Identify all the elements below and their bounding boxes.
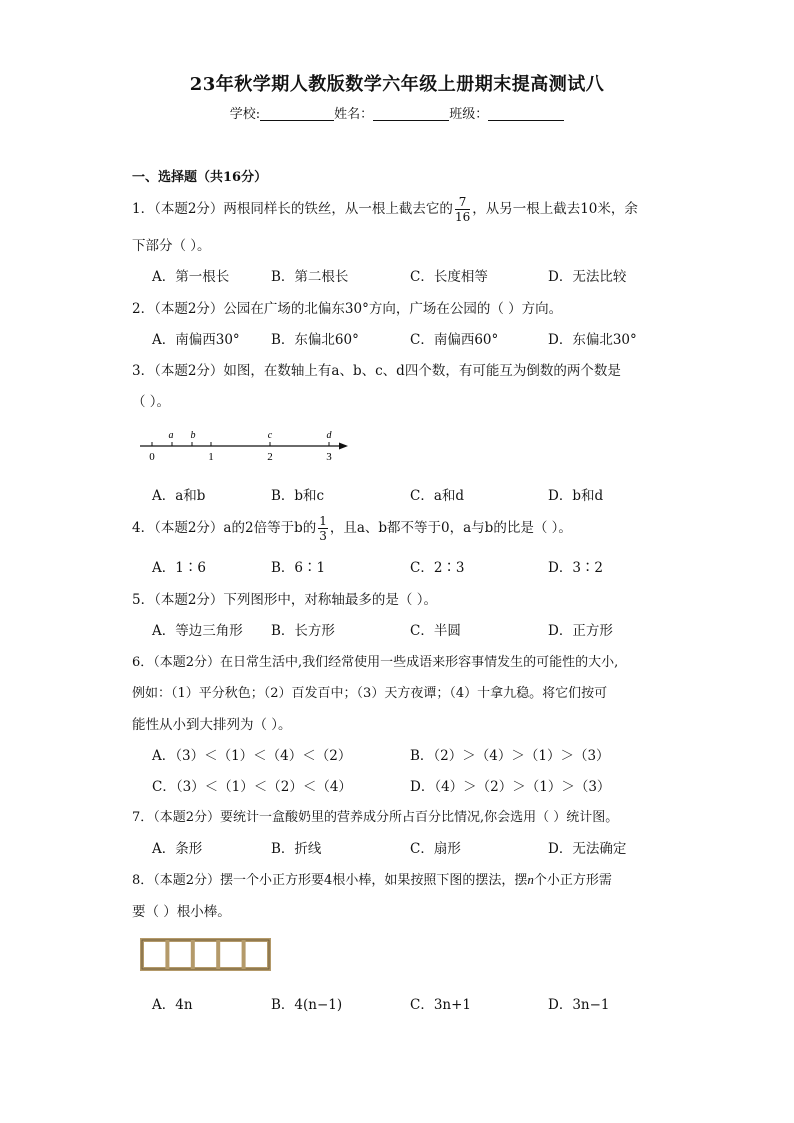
- question-5-option-a[interactable]: A．等边三角形: [152, 623, 243, 639]
- school-label: 学校:: [229, 107, 261, 122]
- question-3-option-c[interactable]: C．a和d: [410, 488, 465, 504]
- question-7-option-c[interactable]: C．扇形: [410, 841, 461, 857]
- student-info-line: [0, 103, 794, 122]
- fraction-denominator: 3: [319, 529, 327, 543]
- point-label-c: c: [267, 430, 273, 441]
- tick-label-1: 1: [208, 451, 214, 463]
- name-blank[interactable]: [373, 106, 449, 121]
- tick-label-0: 0: [149, 451, 155, 463]
- fraction-numerator: 1: [319, 514, 327, 528]
- question-8-text: 8．（本题2分）摆一个小正方形要4根小棒，如果按照下图的摆法，摆: [132, 873, 528, 888]
- question-6-option-c[interactable]: C．（3）＜（1）＜（2）＜（4）: [152, 779, 352, 795]
- question-4-option-c[interactable]: C．2∶3: [410, 560, 465, 576]
- tick-label-2: 2: [267, 451, 273, 463]
- name-label: 姓名：: [334, 107, 374, 122]
- question-4-option-a[interactable]: A．1∶6: [152, 560, 206, 576]
- question-8-stem: [132, 869, 612, 888]
- fraction-numerator: 7: [455, 196, 470, 210]
- question-1-stem: [132, 196, 638, 223]
- matchstick-squares-figure: [140, 938, 272, 972]
- question-4-text-cont: ，且a、b都不等于0，a与b的比是（ ）。: [329, 520, 572, 536]
- question-4-stem: [132, 515, 572, 542]
- question-6-option-d[interactable]: D．（4）＞（2）＞（1）＞（3）: [410, 779, 611, 795]
- question-1-option-b[interactable]: B．第二根长: [271, 269, 349, 285]
- question-8-text-cont: 个小正方形需: [533, 873, 612, 888]
- question-8-option-d[interactable]: D．3n−1: [548, 997, 610, 1013]
- point-label-b: b: [190, 430, 196, 441]
- question-3-option-b[interactable]: B．b和c: [271, 488, 325, 504]
- question-2-option-d[interactable]: D．东偏北30°: [548, 332, 637, 348]
- question-1-option-d[interactable]: D．无法比较: [548, 269, 627, 285]
- point-label-a: a: [168, 430, 174, 441]
- question-5-option-b[interactable]: B．长方形: [271, 623, 335, 639]
- question-2-option-b[interactable]: B．东偏北60°: [271, 332, 359, 348]
- question-3-stem: 3．（本题2分）如图，在数轴上有a、b、c、d四个数，有可能互为倒数的两个数是: [132, 363, 621, 379]
- question-3-option-d[interactable]: D．b和d: [548, 488, 604, 504]
- question-1-text-cont: ，从另一根上截去10米，余: [472, 201, 638, 217]
- question-8-stem-line2: 要（ ）根小棒。: [132, 904, 231, 920]
- question-8-option-c[interactable]: C．3n+1: [410, 997, 472, 1013]
- matchstick-outline: [142, 940, 269, 969]
- question-7-option-b[interactable]: B．折线: [271, 841, 322, 857]
- question-7-stem: 7．（本题2分）要统计一盒酸奶里的营养成分所占百分比情况,你会选用（ ）统计图。: [132, 810, 619, 825]
- tick-label-3: 3: [326, 451, 332, 463]
- fraction: [455, 196, 470, 223]
- question-7-option-d[interactable]: D．无法确定: [548, 841, 627, 857]
- question-2-option-a[interactable]: A．南偏西30°: [152, 332, 240, 348]
- question-5-stem: 5．（本题2分）下列图形中，对称轴最多的是（ ）。: [132, 592, 437, 608]
- question-1-option-c[interactable]: C．长度相等: [410, 269, 488, 285]
- question-3-stem-line2: （ ）。: [132, 394, 171, 410]
- question-2-stem: 2．（本题2分）公园在广场的北偏东30°方向，广场在公园的（ ）方向。: [132, 301, 563, 317]
- question-1-option-a[interactable]: A．第一根长: [152, 269, 230, 285]
- question-7-option-a[interactable]: A．条形: [152, 841, 203, 857]
- fraction-denominator: 16: [454, 210, 471, 224]
- question-2-option-c[interactable]: C．南偏西60°: [410, 332, 499, 348]
- number-line-figure: [136, 424, 356, 464]
- class-label: 班级：: [449, 107, 489, 122]
- question-8-option-b[interactable]: B．4(n−1): [271, 997, 343, 1013]
- school-blank[interactable]: [260, 106, 334, 121]
- question-6-option-b[interactable]: B．（2）＞（4）＞（1）＞（3）: [410, 748, 610, 764]
- number-line-arrow-icon: [339, 443, 348, 450]
- question-1-text: 1．（本题2分）两根同样长的铁丝，从一根上截去它的: [132, 201, 453, 217]
- section-heading: 一、选择题（共16分）: [132, 170, 268, 185]
- question-4-option-b[interactable]: B．6∶1: [271, 560, 326, 576]
- class-blank[interactable]: [488, 106, 564, 121]
- question-6-stem-line2: 例如：（1）平分秋色；（2）百发百中；（3）天方夜谭；（4）十拿九稳。将它们按可: [132, 686, 608, 701]
- question-3-option-a[interactable]: A．a和b: [152, 488, 206, 504]
- question-6-option-a[interactable]: A．（3）＜（1）＜（4）＜（2）: [152, 748, 352, 764]
- question-6-stem: 6．（本题2分）在日常生活中,我们经常使用一些成语来形容事情发生的可能性的大小,: [132, 655, 619, 670]
- question-8-option-a[interactable]: A．4n: [152, 997, 193, 1013]
- question-6-stem-line3: 能性从小到大排列为（ ）。: [132, 717, 292, 733]
- variable-n: n: [527, 872, 534, 887]
- page-title: 23年秋学期人教版数学六年级上册期末提高测试八: [189, 74, 605, 95]
- question-4-text: 4．（本题2分）a的2倍等于b的: [132, 520, 317, 536]
- matchstick-outline-edge: [142, 940, 269, 969]
- fraction: [318, 515, 328, 542]
- question-1-stem-line2: 下部分（ ）。: [132, 238, 211, 254]
- point-label-d: d: [326, 430, 332, 441]
- question-5-option-c[interactable]: C．半圆: [410, 623, 461, 639]
- question-5-option-d[interactable]: D．正方形: [548, 623, 613, 639]
- question-4-option-d[interactable]: D．3∶2: [548, 560, 604, 576]
